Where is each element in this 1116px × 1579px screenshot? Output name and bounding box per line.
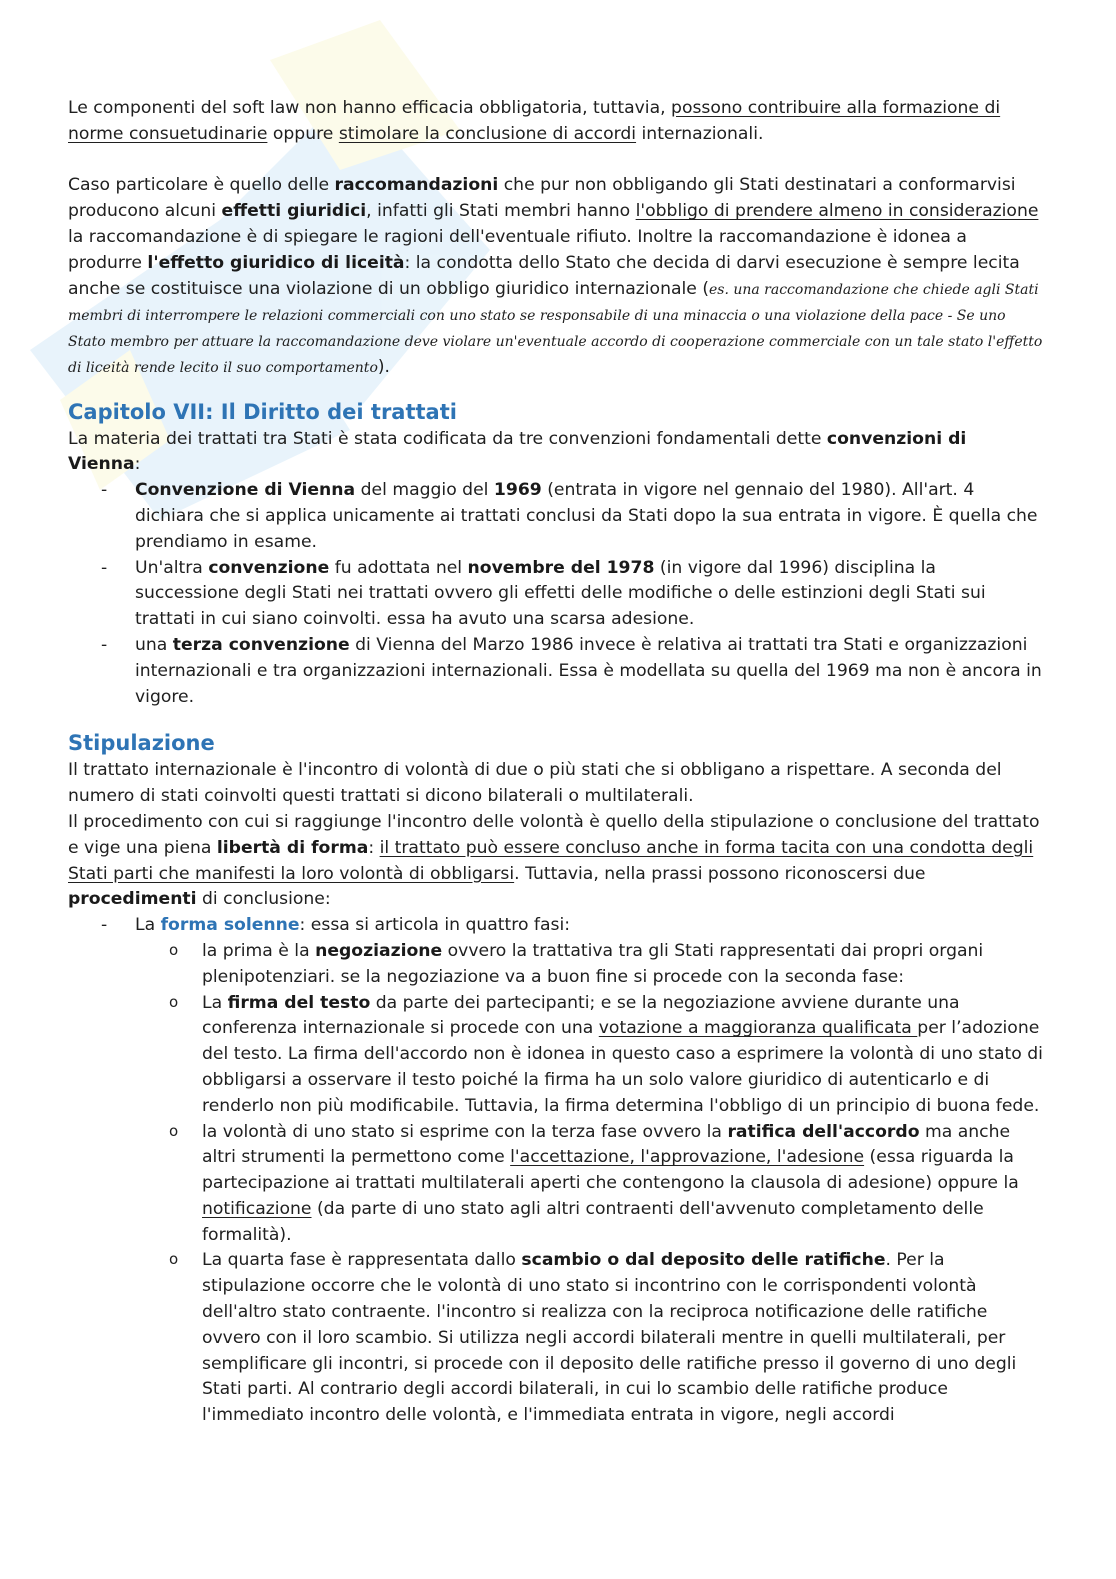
list-item: o La quarta fase è rappresentata dallo scambio o dal deposito delle ratifiche. Per la stipulazione occorre che le volontà di uno stato si incontrino con le corrispondenti volontà dell'altro stato contraente. l'incontro si realizza con la reciproca notificazione delle ratifiche ovvero con il loro scambio. Si utilizza negli accordi bilaterali mentre in quelli multilaterali, per semplificare gli incontri, si procede con il deposito delle ratifiche presso il governo di uno degli Stati parti. Al contrario degli accordi bilaterali, in cui lo scambio delle ratifiche produce l'immediato incontro delle volontà, e l'immediata entrata in vigore, negli accordi <box>135 1248 1043 1429</box>
paragraph-raccomandazioni: Caso particolare è quello delle raccomandazioni che pur non obbligando gli Stati destinatari a conformarvisi producono alcuni effetti giuridici, infatti gli Stati membri hanno l'obbligo di prendere almeno in considerazione la raccomandazione è di spiegare le ragioni dell'eventuale rifiuto. Inoltre la raccomandazione è idonea a produrre l'effetto giuridico di liceità: la condotta dello Stato che decida di darvi esecuzione è sempre lecita anche se costituisce una violazione di un obbligo giuridico internazionale (es. una raccomandazione che chiede agli Stati membri di interrompere le relazioni commerciali con uno stato se responsabile di una minaccia o una violazione della pace - Se uno Stato membro per attuare la raccomandazione deve violare un'eventuale accordo di cooperazione commerciale con un tale stato l'effetto di liceità rende lecito il suo comportamento). <box>68 175 1043 377</box>
procedimenti-list <box>68 913 1043 1429</box>
list-item: o la prima è la negoziazione ovvero la trattativa tra gli Stati rappresentati dai propri organi plenipotenziari. se la negoziazione va a buon fine si procede con la seconda fase: <box>135 939 1043 991</box>
list-item: - Convenzione di Vienna del maggio del 1969 (entrata in vigore nel gennaio del 1980). All'art. 4 dichiara che si applica unicamente ai trattati conclusi da Stati dopo la sua entrata in vigore. È quella che prendiamo in esame. <box>68 478 1043 555</box>
paragraph-convenzioni: La materia dei trattati tra Stati è stata codificata da tre convenzioni fondamentali dette convenzioni di Vienna: <box>68 428 967 475</box>
list-item: o la volontà di uno stato si esprime con la terza fase ovvero la ratifica dell'accordo ma anche altri strumenti la permettono come l'accettazione, l'approvazione, l'adesione (essa riguarda la partecipazione ai trattati multilaterali aperti che contengono la clausola di adesione) oppure la notificazione (da parte di uno stato agli altri contraenti dell'avvenuto completamento delle formalità). <box>135 1120 1043 1249</box>
heading-stipulazione: Stipulazione <box>68 731 215 756</box>
convenzioni-list <box>68 478 1043 710</box>
fasi-list <box>135 939 1043 1429</box>
paragraph-procedimento: Il procedimento con cui si raggiunge l'incontro delle volontà è quello della stipulazione o conclusione del trattato e vige una piena libertà di forma: il trattato può essere concluso anche in forma tacita con una condotta degli Stati parti che manifesti la loro volontà di obbligarsi. Tuttavia, nella prassi possono riconoscersi due procedimenti di conclusione: <box>68 811 1040 910</box>
list-item: - una terza convenzione di Vienna del Marzo 1986 invece è relativa ai trattati tra Stati e organizzazioni internazionali e tra organizzazioni internazionali. Essa è modellata su quella del 1969 ma non è ancora in vigore. <box>68 633 1043 710</box>
list-item: - Un'altra convenzione fu adottata nel novembre del 1978 (in vigore dal 1996) disciplina la successione degli Stati nei trattati ovvero gli effetti delle modifiche o delle estinzioni degli Stati sui trattati in cui siano coinvolti. essa ha avuto una scarsa adesione. <box>68 556 1043 633</box>
paragraph-trattato-definizione: Il trattato internazionale è l'incontro di volontà di due o più stati che si obbligano a rispettare. A seconda del numero di stati coinvolti questi trattati si dicono bilaterali o multilaterali. <box>68 760 1002 807</box>
document-body <box>68 96 1043 1429</box>
example-note: (es. una raccomandazione che chiede agli Stati membri di interrompere le relazioni commerciali con uno stato se responsabile di una minaccia o una violazione della pace - Se uno Stato membro per attuare la raccomandazione deve violare un'eventuale accordo di cooperazione commerciale con un tale stato l'effetto di liceità rende lecito il suo comportamento). <box>68 278 1043 377</box>
list-item: - La forma solenne: essa si articola in quattro fasi: o la prima è la negoziazione ovvero la trattativa tra gli Stati rappresentati dai propri organi plenipotenziari. se la negoziazione va a buon fine si procede con la seconda fase: o La firma del testo da parte dei partecipanti; e se la negoziazione avviene durante una conferenza internazionale si procede con una votazione a maggioranza qualificata per l’adozione del testo. La firma dell'accordo non è idonea in questo caso a esprimere la volontà di uno stato di obbligarsi a osservare il testo poiché la firma ha un solo valore giuridico di autenticarlo e di renderlo non più modificabile. Tuttavia, la firma determina l'obbligo di un principio di buona fede. o la volontà di uno stato si esprime con la terza fase ovvero la ratifica dell'accordo ma anche altri strumenti la permettono come l'accettazione, l'approvazione, l'adesione (essa riguarda la partecipazione ai trattati multilaterali aperti che contengono la clausola di adesione) oppure la notificazione (da parte di uno stato agli altri contraenti dell'avvenuto completamento delle formalità). o La quarta fase è rappresentata dallo scambio o dal deposito delle ratifiche. Per la stipulazione occorre che le volontà di uno stato si incontrino con le corrispondenti volontà dell'altro stato contraente. l'incontro si realizza con la reciproca notificazione delle ratifiche ovvero con il loro scambio. Si utilizza negli accordi bilaterali mentre in quelli multilaterali, per semplificare gli incontri, si procede con il deposito delle ratifiche presso il governo di uno degli Stati parti. Al contrario degli accordi bilaterali, in cui lo scambio delle ratifiche produce l'immediato incontro delle volontà, e l'immediata entrata in vigore, negli accordi <box>68 913 1043 1429</box>
paragraph-soft-law: Le componenti del soft law non hanno efficacia obbligatoria, tuttavia, possono contribuire alla formazione di norme consuetudinarie oppure stimolare la conclusione di accordi internazionali. <box>68 98 1001 144</box>
heading-capitolo-vii: Capitolo VII: Il Diritto dei trattati <box>68 399 457 424</box>
list-item: o La firma del testo da parte dei partecipanti; e se la negoziazione avviene durante una conferenza internazionale si procede con una votazione a maggioranza qualificata per l’adozione del testo. La firma dell'accordo non è idonea in questo caso a esprimere la volontà di uno stato di obbligarsi a osservare il testo poiché la firma ha un solo valore giuridico di autenticarlo e di renderlo non più modificabile. Tuttavia, la firma determina l'obbligo di un principio di buona fede. <box>135 991 1043 1120</box>
